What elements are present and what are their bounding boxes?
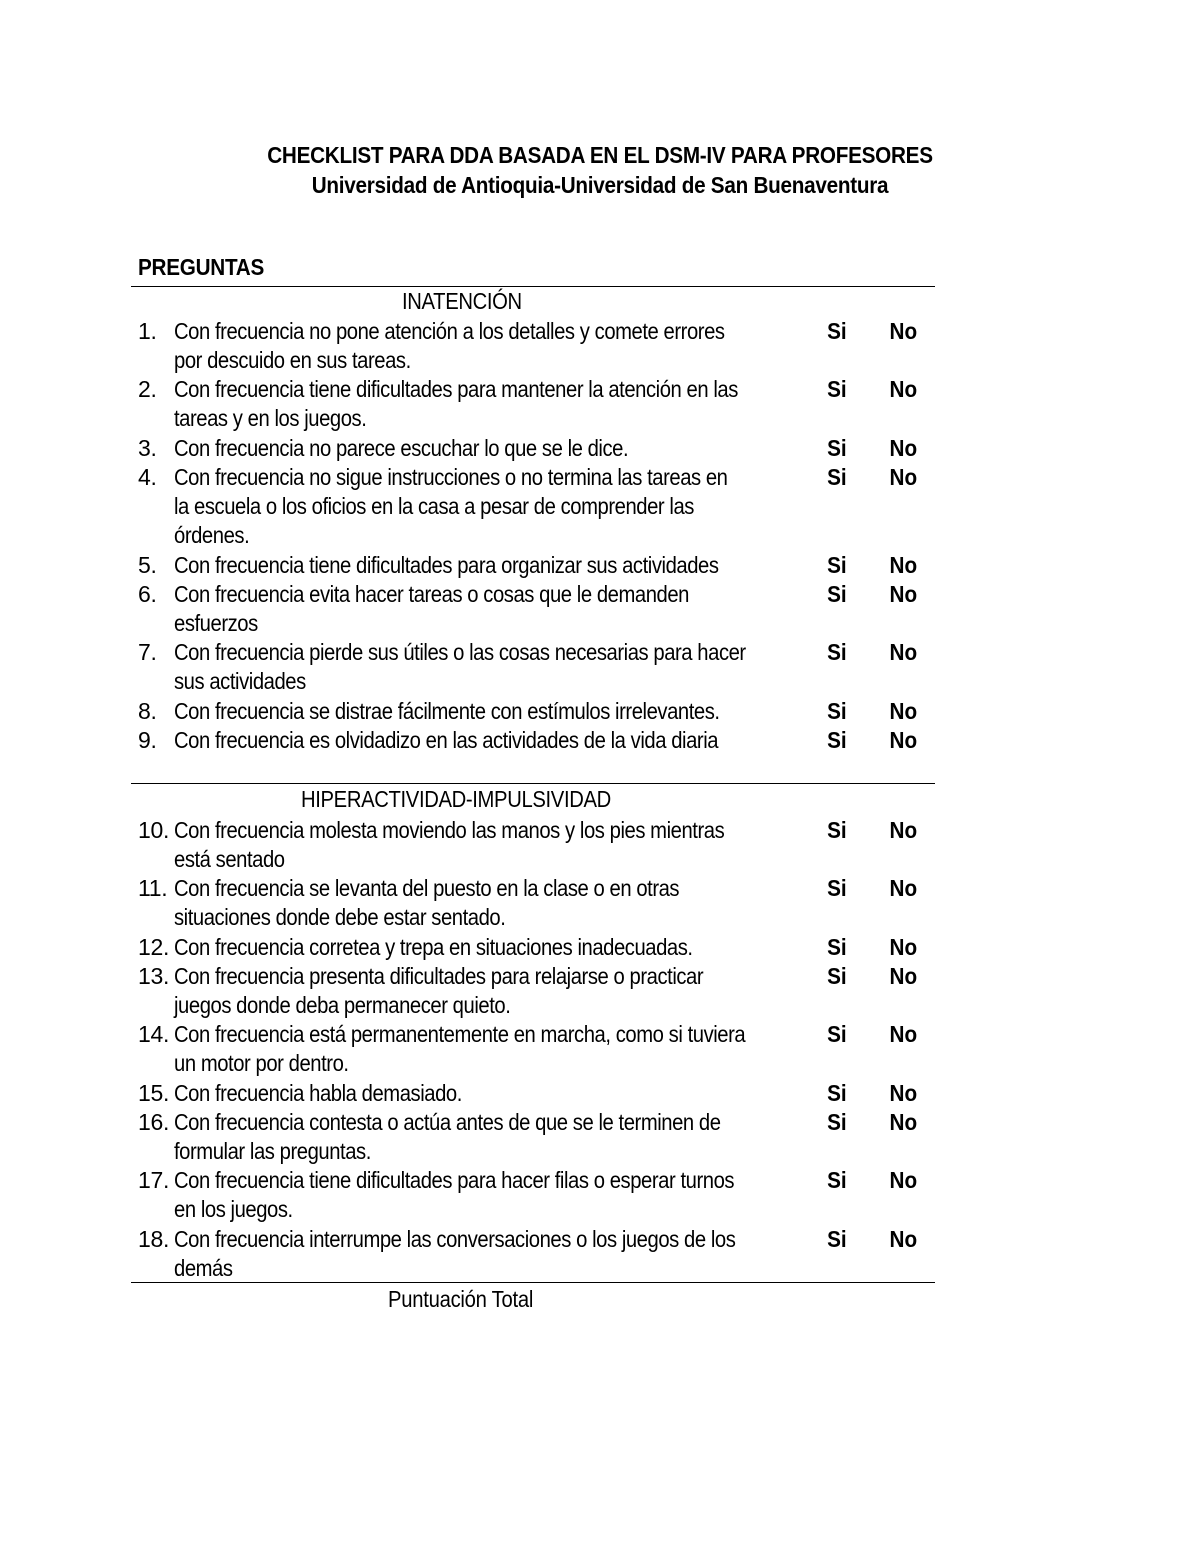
question-text-line: Con frecuencia interrumpe las conversaciones o los juegos de los	[174, 1225, 736, 1252]
question-text	[174, 962, 790, 1020]
answer-yes-option[interactable]: Si	[827, 1167, 847, 1194]
question-text-line: demás	[174, 1254, 233, 1281]
answer-yes-option[interactable]: Si	[827, 933, 847, 960]
question-text	[174, 933, 790, 962]
question-text-line: un motor por dentro.	[174, 1050, 349, 1077]
question-number: 17.	[138, 1167, 170, 1194]
question-number: 18.	[138, 1225, 170, 1252]
question-text	[174, 1108, 790, 1166]
answer-no-option[interactable]: No	[889, 726, 918, 753]
question-number: 2.	[138, 376, 157, 403]
question-text-line: Con frecuencia está permanentemente en marcha, como si tuviera	[174, 1021, 746, 1048]
question-text	[174, 638, 790, 696]
answer-yes-option[interactable]: Si	[827, 817, 847, 843]
answer-no-option[interactable]: No	[889, 697, 918, 724]
question-text	[174, 551, 790, 580]
question-text-line: Con frecuencia evita hacer tareas o cosas que le demanden	[174, 580, 689, 607]
answer-yes-option[interactable]: Si	[827, 1079, 847, 1106]
document-title: CHECKLIST PARA DDA BASADA EN EL DSM-IV PARA PROFESORES	[267, 142, 933, 168]
question-text-line: por descuido en sus tareas.	[174, 347, 411, 373]
question-number: 7.	[138, 639, 157, 666]
question-text-line: formular las preguntas.	[174, 1138, 371, 1164]
answer-yes-option[interactable]: Si	[827, 639, 847, 666]
answer-yes-option[interactable]: Si	[827, 726, 847, 753]
answer-yes-option[interactable]: Si	[827, 434, 847, 461]
answer-yes-option[interactable]: Si	[827, 697, 847, 724]
answer-no-option[interactable]: No	[889, 1225, 918, 1252]
question-number: 9.	[138, 726, 157, 753]
question-text-line: está sentado	[174, 846, 285, 872]
question-text-line: Con frecuencia no parece escuchar lo que se le dice.	[174, 434, 629, 461]
answer-no-option[interactable]: No	[889, 639, 918, 666]
answer-yes-option[interactable]: Si	[827, 551, 847, 578]
question-number: 15.	[138, 1079, 170, 1106]
question-text-line: Con frecuencia corretea y trepa en situaciones inadecuadas.	[174, 933, 693, 960]
answer-no-option[interactable]: No	[889, 875, 918, 902]
answer-no-option[interactable]: No	[889, 1079, 918, 1106]
question-text-line: Con frecuencia no pone atención a los detalles y comete errores	[174, 318, 725, 344]
answer-no-option[interactable]: No	[889, 464, 918, 490]
section-title-inattention: INATENCIÓN	[402, 288, 522, 314]
question-text	[174, 816, 790, 874]
question-text	[174, 1166, 790, 1224]
question-text	[174, 1225, 790, 1283]
answer-no-option[interactable]: No	[889, 817, 918, 843]
answer-yes-option[interactable]: Si	[827, 1225, 847, 1252]
section-title-hyperactivity: HIPERACTIVIDAD-IMPULSIVIDAD	[301, 786, 611, 812]
question-text	[174, 317, 790, 375]
question-number: 13.	[138, 963, 170, 989]
answer-yes-option[interactable]: Si	[827, 580, 847, 607]
question-number: 1.	[138, 318, 157, 344]
question-text-line: Con frecuencia no sigue instrucciones o no termina las tareas en	[174, 464, 728, 490]
question-number: 11.	[138, 875, 168, 902]
question-number: 4.	[138, 464, 157, 490]
answer-no-option[interactable]: No	[889, 933, 918, 960]
question-text	[174, 463, 790, 550]
question-text-line: en los juegos.	[174, 1196, 293, 1223]
answer-yes-option[interactable]: Si	[827, 464, 847, 490]
answer-no-option[interactable]: No	[889, 551, 918, 578]
rule-bottom	[131, 1282, 935, 1283]
question-number: 14.	[138, 1021, 170, 1048]
question-text-line: esfuerzos	[174, 609, 258, 636]
question-text	[174, 375, 790, 433]
question-text	[174, 726, 790, 755]
answer-yes-option[interactable]: Si	[827, 875, 847, 902]
rule-middle	[131, 783, 935, 784]
question-text-line: Con frecuencia tiene dificultades para hacer filas o esperar turnos	[174, 1167, 735, 1194]
question-number: 5.	[138, 551, 157, 578]
question-text-line: Con frecuencia presenta dificultades para relajarse o practicar	[174, 963, 704, 989]
question-text-line: Con frecuencia se levanta del puesto en la clase o en otras	[174, 875, 680, 902]
answer-no-option[interactable]: No	[889, 434, 918, 461]
question-text-line: Con frecuencia es olvidadizo en las actividades de la vida diaria	[174, 726, 719, 753]
question-text-line: situaciones donde debe estar sentado.	[174, 904, 506, 931]
question-text-line: Con frecuencia tiene dificultades para organizar sus actividades	[174, 551, 719, 578]
answer-no-option[interactable]: No	[889, 318, 918, 344]
answer-no-option[interactable]: No	[889, 1167, 918, 1194]
question-number: 8.	[138, 697, 157, 724]
answer-no-option[interactable]: No	[889, 580, 918, 607]
question-number: 16.	[138, 1109, 170, 1135]
question-text-line: Con frecuencia se distrae fácilmente con estímulos irrelevantes.	[174, 697, 720, 724]
answer-yes-option[interactable]: Si	[827, 1109, 847, 1135]
question-number: 10.	[138, 817, 170, 843]
question-text-line: Con frecuencia molesta moviendo las manos y los pies mientras	[174, 817, 725, 843]
question-text	[174, 874, 790, 932]
answer-yes-option[interactable]: Si	[827, 376, 847, 403]
question-text-line: órdenes.	[174, 522, 250, 548]
question-text-line: sus actividades	[174, 668, 306, 695]
question-text-line: juegos donde deba permanecer quieto.	[174, 992, 511, 1018]
question-text	[174, 1020, 790, 1078]
question-text	[174, 1079, 790, 1108]
question-text	[174, 434, 790, 463]
question-text-line: la escuela o los oficios en la casa a pesar de comprender las	[174, 493, 694, 519]
question-number: 12.	[138, 933, 170, 960]
answer-yes-option[interactable]: Si	[827, 318, 847, 344]
answer-no-option[interactable]: No	[889, 376, 918, 403]
question-text-line: Con frecuencia habla demasiado.	[174, 1079, 462, 1106]
question-text	[174, 580, 790, 638]
question-text-line: Con frecuencia tiene dificultades para mantener la atención en las	[174, 376, 738, 403]
question-text-line: Con frecuencia pierde sus útiles o las cosas necesarias para hacer	[174, 639, 746, 666]
answer-no-option[interactable]: No	[889, 963, 918, 989]
rule-top	[131, 286, 935, 287]
document-subtitle: Universidad de Antioquia-Universidad de San Buenaventura	[311, 172, 889, 198]
answer-yes-option[interactable]: Si	[827, 963, 847, 989]
question-text-line: tareas y en los juegos.	[174, 405, 367, 432]
question-text	[174, 697, 790, 726]
answer-no-option[interactable]: No	[889, 1109, 918, 1135]
question-text-line: Con frecuencia contesta o actúa antes de que se le terminen de	[174, 1109, 721, 1135]
answer-no-option[interactable]: No	[889, 1021, 918, 1048]
total-score-label: Puntuación Total	[388, 1286, 534, 1312]
questions-heading: PREGUNTAS	[138, 254, 264, 280]
answer-yes-option[interactable]: Si	[827, 1021, 847, 1048]
question-number: 6.	[138, 580, 157, 607]
question-number: 3.	[138, 434, 157, 461]
